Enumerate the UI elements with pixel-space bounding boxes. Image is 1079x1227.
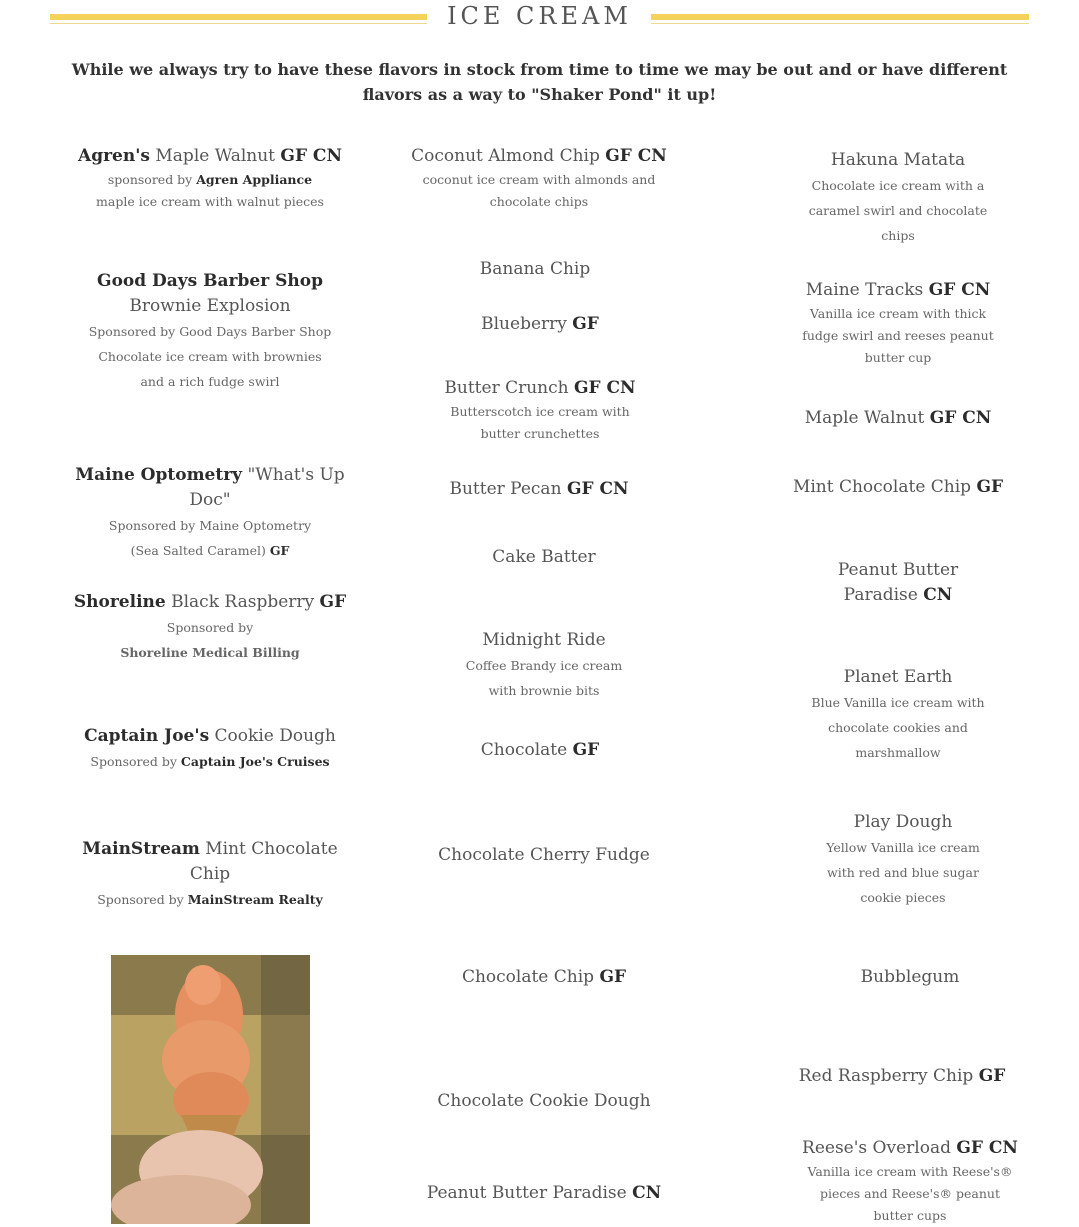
sponsored-by-label: Sponsored by [90, 754, 177, 769]
flavor-name: Midnight Ride [482, 630, 606, 650]
flavor-coconut-almond-chip [389, 144, 689, 213]
diet-tags: GF [978, 1066, 1006, 1086]
flavor-description-line1: Vanilla ice cream with Reese's® [807, 1164, 1013, 1179]
flavor-butter-crunch [390, 376, 690, 445]
diet-tags: GF [269, 543, 290, 558]
flavor-name: Chocolate [480, 740, 568, 760]
flavor-description-line2: with red and blue sugar [827, 865, 979, 880]
flavor-red-raspberry-chip [752, 1064, 1052, 1089]
ice-cream-cone-photo [111, 955, 310, 1224]
sponsor-name: Agren's [78, 146, 150, 166]
flavor-description-line2: chocolate chips [489, 194, 589, 209]
flavor-name: Chocolate Cherry Fudge [438, 845, 650, 865]
flavor-chocolate [390, 738, 690, 763]
flavor-name: Red Raspberry Chip [798, 1066, 974, 1086]
flavor-chocolate-cherry-fudge [394, 843, 694, 868]
flavor-bubblegum [760, 965, 1060, 990]
diet-tags: GF CN [928, 280, 991, 300]
flavor-name: Mint Chocolate Chip [189, 839, 338, 884]
flavor-name-line1: Peanut Butter [837, 560, 959, 580]
ice-cream-cone-illustration [111, 955, 310, 1224]
flavor-name: Butter Crunch [444, 378, 569, 398]
sponsored-by-label: Sponsored by Good Days Barber Shop [88, 324, 332, 339]
flavor-name: Planet Earth [843, 667, 953, 687]
page-header [0, 0, 1079, 40]
flavor-name: Bubblegum [860, 967, 960, 987]
flavor-shoreline-black-raspberry [60, 590, 360, 665]
diet-tags: GF [319, 592, 347, 612]
flavor-blueberry [390, 312, 690, 337]
diet-tags: GF CN [574, 378, 636, 398]
flavor-description-line3: butter cup [864, 350, 932, 365]
flavor-name: Peanut Butter Paradise [426, 1183, 627, 1203]
flavor-description-line1: Coffee Brandy ice cream [465, 658, 623, 673]
sponsor-name: MainStream [82, 839, 200, 859]
flavor-description-line2: with brownie bits [488, 683, 600, 698]
diet-tags: CN [923, 585, 953, 605]
diet-tags: CN [632, 1183, 662, 1203]
flavor-mainstream-mint-chocolate-chip [60, 837, 360, 912]
diet-tags: GF CN [280, 146, 342, 166]
sponsored-by-label: Sponsored by [97, 892, 184, 907]
diet-tags: GF CN [566, 479, 629, 499]
flavor-name: Banana Chip [479, 259, 591, 279]
flavor-name: Coconut Almond Chip [411, 146, 600, 166]
flavor-chocolate-cookie-dough [394, 1089, 694, 1114]
flavor-description-line1: Butterscotch ice cream with [450, 404, 630, 419]
flavor-name: Play Dough [853, 812, 953, 832]
flavor-name: Cookie Dough [214, 726, 336, 746]
page-title: ICE CREAM [447, 2, 632, 30]
flavor-description: maple ice cream with walnut pieces [96, 194, 324, 209]
flavor-description-line3: butter cups [873, 1208, 947, 1223]
flavor-name: Brownie Explosion [129, 296, 291, 316]
flavor-maple-walnut [748, 406, 1048, 431]
flavor-captain-joes-cookie-dough [60, 724, 360, 774]
flavor-good-days-brownie-explosion [60, 269, 360, 394]
flavor-name: Cake Batter [492, 547, 596, 567]
sponsor-name: Maine Optometry [75, 465, 243, 485]
flavor-maine-optometry-whats-up-doc [60, 463, 360, 563]
sponsor-company: MainStream Realty [187, 892, 323, 907]
flavor-description-line1: Vanilla ice cream with thick [809, 306, 987, 321]
flavor-name: Maple Walnut [804, 408, 925, 428]
flavor-description-line1: Blue Vanilla ice cream with [811, 695, 985, 710]
flavor-hakuna-matata [748, 148, 1048, 248]
flavor-reeses-overload [760, 1136, 1060, 1227]
flavor-play-dough [753, 810, 1053, 910]
flavor-description-line1: Yellow Vanilla ice cream [826, 840, 980, 855]
flavor-chocolate-chip [394, 965, 694, 990]
flavor-mint-chocolate-chip [748, 475, 1048, 500]
flavor-description-line2: chocolate cookies and [828, 720, 968, 735]
sponsor-name: Shoreline [73, 592, 166, 612]
sponsored-by-label: Sponsored by [166, 620, 254, 635]
diet-tags: GF CN [605, 146, 667, 166]
flavor-peanut-butter-paradise [394, 1181, 694, 1206]
flavor-name: Chocolate Chip [461, 967, 595, 987]
flavor-name: Blueberry [481, 314, 567, 334]
intro-text: While we always try to have these flavors in stock from time to time we may be out and or have different flavors as a way to "Shaker Pond" it up! [71, 60, 1008, 104]
flavor-peanut-butter-paradise-col3 [748, 558, 1048, 608]
flavor-description: (Sea Salted Caramel) [130, 543, 266, 558]
flavor-name-line2: Paradise [843, 585, 918, 605]
flavor-banana-chip [385, 257, 685, 282]
flavor-description-line1: Chocolate ice cream with brownies [98, 349, 322, 364]
diet-tags: GF [572, 740, 600, 760]
sponsor-name: Good Days Barber Shop [97, 271, 323, 291]
sponsor-company: Agren Appliance [196, 172, 313, 187]
flavor-agrens-maple-walnut [60, 144, 360, 213]
flavor-name: Chocolate Cookie Dough [437, 1091, 651, 1111]
flavor-name: Butter Pecan [449, 479, 562, 499]
sponsor-name: Captain Joe's [84, 726, 210, 746]
diet-tags: GF [599, 967, 627, 987]
sponsor-company: Shoreline Medical Billing [120, 645, 300, 660]
flavor-description-line2: and a rich fudge swirl [140, 374, 280, 389]
flavor-description-line2: caramel swirl and chocolate [808, 203, 988, 218]
sponsored-by-label: sponsored by [107, 172, 193, 187]
flavor-cake-batter [394, 545, 694, 570]
flavor-name: Hakuna Matata [830, 150, 966, 170]
flavor-midnight-ride [394, 628, 694, 703]
sponsored-by-label: Sponsored by Maine Optometry [108, 518, 312, 533]
flavor-description-line2: pieces and Reese's® peanut [820, 1186, 1000, 1201]
diet-tags: GF [976, 477, 1004, 497]
flavor-planet-earth [748, 665, 1048, 765]
flavor-description-line1: coconut ice cream with almonds and [422, 172, 656, 187]
flavor-name: Mint Chocolate Chip [792, 477, 972, 497]
flavor-name: Maple Walnut [155, 146, 276, 166]
flavor-description-line2: butter crunchettes [480, 426, 600, 441]
flavor-name: Black Raspberry [171, 592, 315, 612]
flavor-description-line2: fudge swirl and reeses peanut [802, 328, 994, 343]
diet-tags: GF CN [929, 408, 992, 428]
sponsor-company: Captain Joe's Cruises [180, 754, 330, 769]
flavor-name: Maine Tracks [805, 280, 924, 300]
diet-tags: GF [572, 314, 599, 334]
flavor-maine-tracks [748, 278, 1048, 369]
diet-tags: GF CN [956, 1138, 1018, 1158]
flavor-description-line1: Chocolate ice cream with a [811, 178, 985, 193]
flavor-name: Reese's Overload [802, 1138, 951, 1158]
flavor-butter-pecan [389, 477, 689, 502]
flavor-name: "What's Up Doc" [189, 465, 345, 510]
flavor-description-line3: chips [881, 228, 915, 243]
flavor-description-line3: cookie pieces [860, 890, 946, 905]
flavor-description-line3: marshmallow [855, 745, 941, 760]
